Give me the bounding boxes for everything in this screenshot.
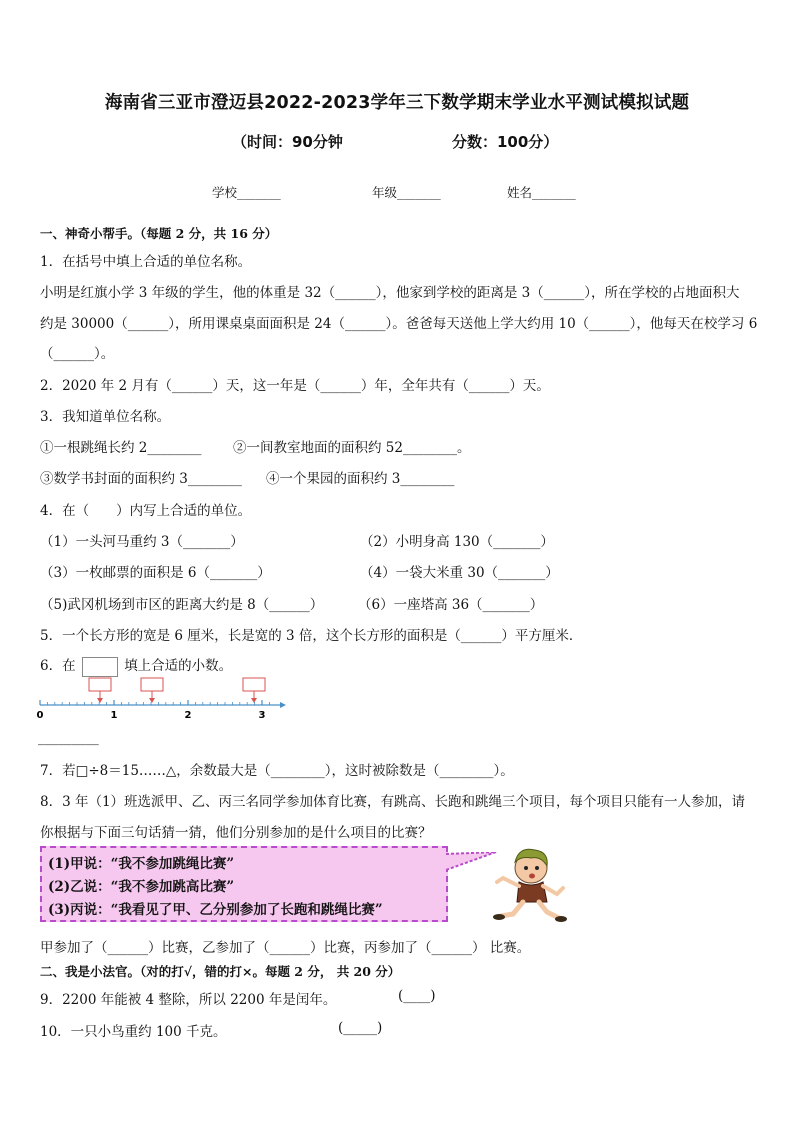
q6-stem <box>40 654 232 677</box>
q1-line1: 小明是红旗小学 3 年级的学生，他的体重是 32（______），他家到学校的距离是 3（______），所在学校的占地面积大 <box>40 285 740 301</box>
q3-item-b: ②一间教室地面的面积约 52________。 <box>233 440 471 456</box>
exam-time: （时间：90分钟 <box>232 133 343 151</box>
q4-stem: 4．在（ ）内写上合适的单位。 <box>40 503 252 519</box>
q6-prefix: 6．在 <box>40 658 76 674</box>
exam-score: 分数：100分） <box>452 133 559 151</box>
q4-item-1: （1）一头河马重约 3（_______） <box>40 534 244 550</box>
name-field[interactable]: 姓名_______ <box>507 185 576 200</box>
q4-item-3: （3）一枚邮票的面积是 6（_______） <box>40 565 271 581</box>
speech-line-1: (1)甲说：“我不参加跳绳比赛” <box>48 856 235 872</box>
number-line <box>34 676 290 722</box>
q6-answer-blank[interactable]: _________ <box>38 730 99 746</box>
q2-text: 2．2020 年 2 月有（______）天，这一年是（______）年，全年共有（______）天。 <box>40 378 550 394</box>
q3-item-a: ①一根跳绳长约 2________ <box>40 440 202 456</box>
q7-text: 7．若□÷8＝15……△，余数最大是（________），这时被除数是（________）。 <box>40 763 514 779</box>
section-2-heading: 二、我是小法官。（对的打√，错的打×。每题 2 分， 共 20 分） <box>40 964 401 979</box>
axis-arrow <box>280 702 286 708</box>
q8-line1: 8．3 年（1）班选派甲、乙、丙三名同学参加体育比赛，有跳高、长跑和跳绳三个项目，每个项目只能有一人参加，请 <box>40 794 746 810</box>
answer-box-2[interactable] <box>141 678 163 703</box>
school-field[interactable]: 学校_______ <box>212 185 281 200</box>
q1-line2: 约是 30000（______），所用课桌桌面面积是 24（______）。爸爸每天送他上学大约用 10（______），他每天在校学习 6 <box>40 316 758 332</box>
answer-box-1[interactable] <box>89 678 111 703</box>
axis-label-2: 2 <box>184 710 192 721</box>
q4-item-5: （5)武冈机场到市区的距离大约是 8（______） <box>40 597 324 613</box>
q10-text: 10．一只小鸟重约 100 千克。 <box>40 1024 227 1040</box>
axis-label-3: 3 <box>258 710 266 721</box>
section-1-heading: 一、神奇小帮手。（每题 2 分，共 16 分） <box>40 226 278 241</box>
running-boy-icon <box>491 842 573 926</box>
q5-text: 5．一个长方形的宽是 6 厘米，长是宽的 3 倍，这个长方形的面积是（______）平方厘米． <box>40 628 583 644</box>
q6-suffix: 填上合适的小数。 <box>124 658 233 674</box>
q3-item-c: ③数学书封面的面积约 3________ <box>40 471 242 487</box>
answer-box-sample <box>82 657 118 677</box>
grade-field[interactable]: 年级_______ <box>372 185 441 200</box>
page-title: 海南省三亚市澄迈县2022-2023学年三下数学期末学业水平测试模拟试题 <box>104 93 690 113</box>
q1-line3: （______）。 <box>40 346 115 362</box>
q8-answer: 甲参加了（______）比赛，乙参加了（______）比赛，丙参加了（______） 比赛。 <box>40 940 531 956</box>
speech-line-3: (3)丙说：“我看见了甲、乙分别参加了长跑和跳绳比赛” <box>48 902 383 918</box>
answer-box-3[interactable] <box>243 678 265 703</box>
q9-answer-blank[interactable]: (____) <box>398 988 436 1004</box>
q1-stem: 1．在括号中填上合适的单位名称。 <box>40 254 252 270</box>
q4-item-6: （6）一座塔高 36（_______） <box>358 597 544 613</box>
axis-label-1: 1 <box>110 710 118 721</box>
q9-text: 9．2200 年能被 4 整除，所以 2200 年是闰年。 <box>40 992 337 1008</box>
q4-item-4: （4）一袋大米重 30（_______） <box>360 565 559 581</box>
speech-line-2: (2)乙说：“我不参加跳高比赛” <box>48 879 235 895</box>
q10-answer-blank[interactable]: (_____) <box>338 1020 383 1036</box>
axis-label-0: 0 <box>36 710 44 721</box>
q8-line2: 你根据与下面三句话猜一猜，他们分别参加的是什么项目的比赛？ <box>40 825 432 841</box>
q4-item-2: （2）小明身高 130（_______） <box>360 534 554 550</box>
q3-stem: 3．我知道单位名称。 <box>40 409 171 425</box>
axis-ticks <box>40 700 269 705</box>
q3-item-d: ④一个果园的面积约 3________ <box>266 471 455 487</box>
